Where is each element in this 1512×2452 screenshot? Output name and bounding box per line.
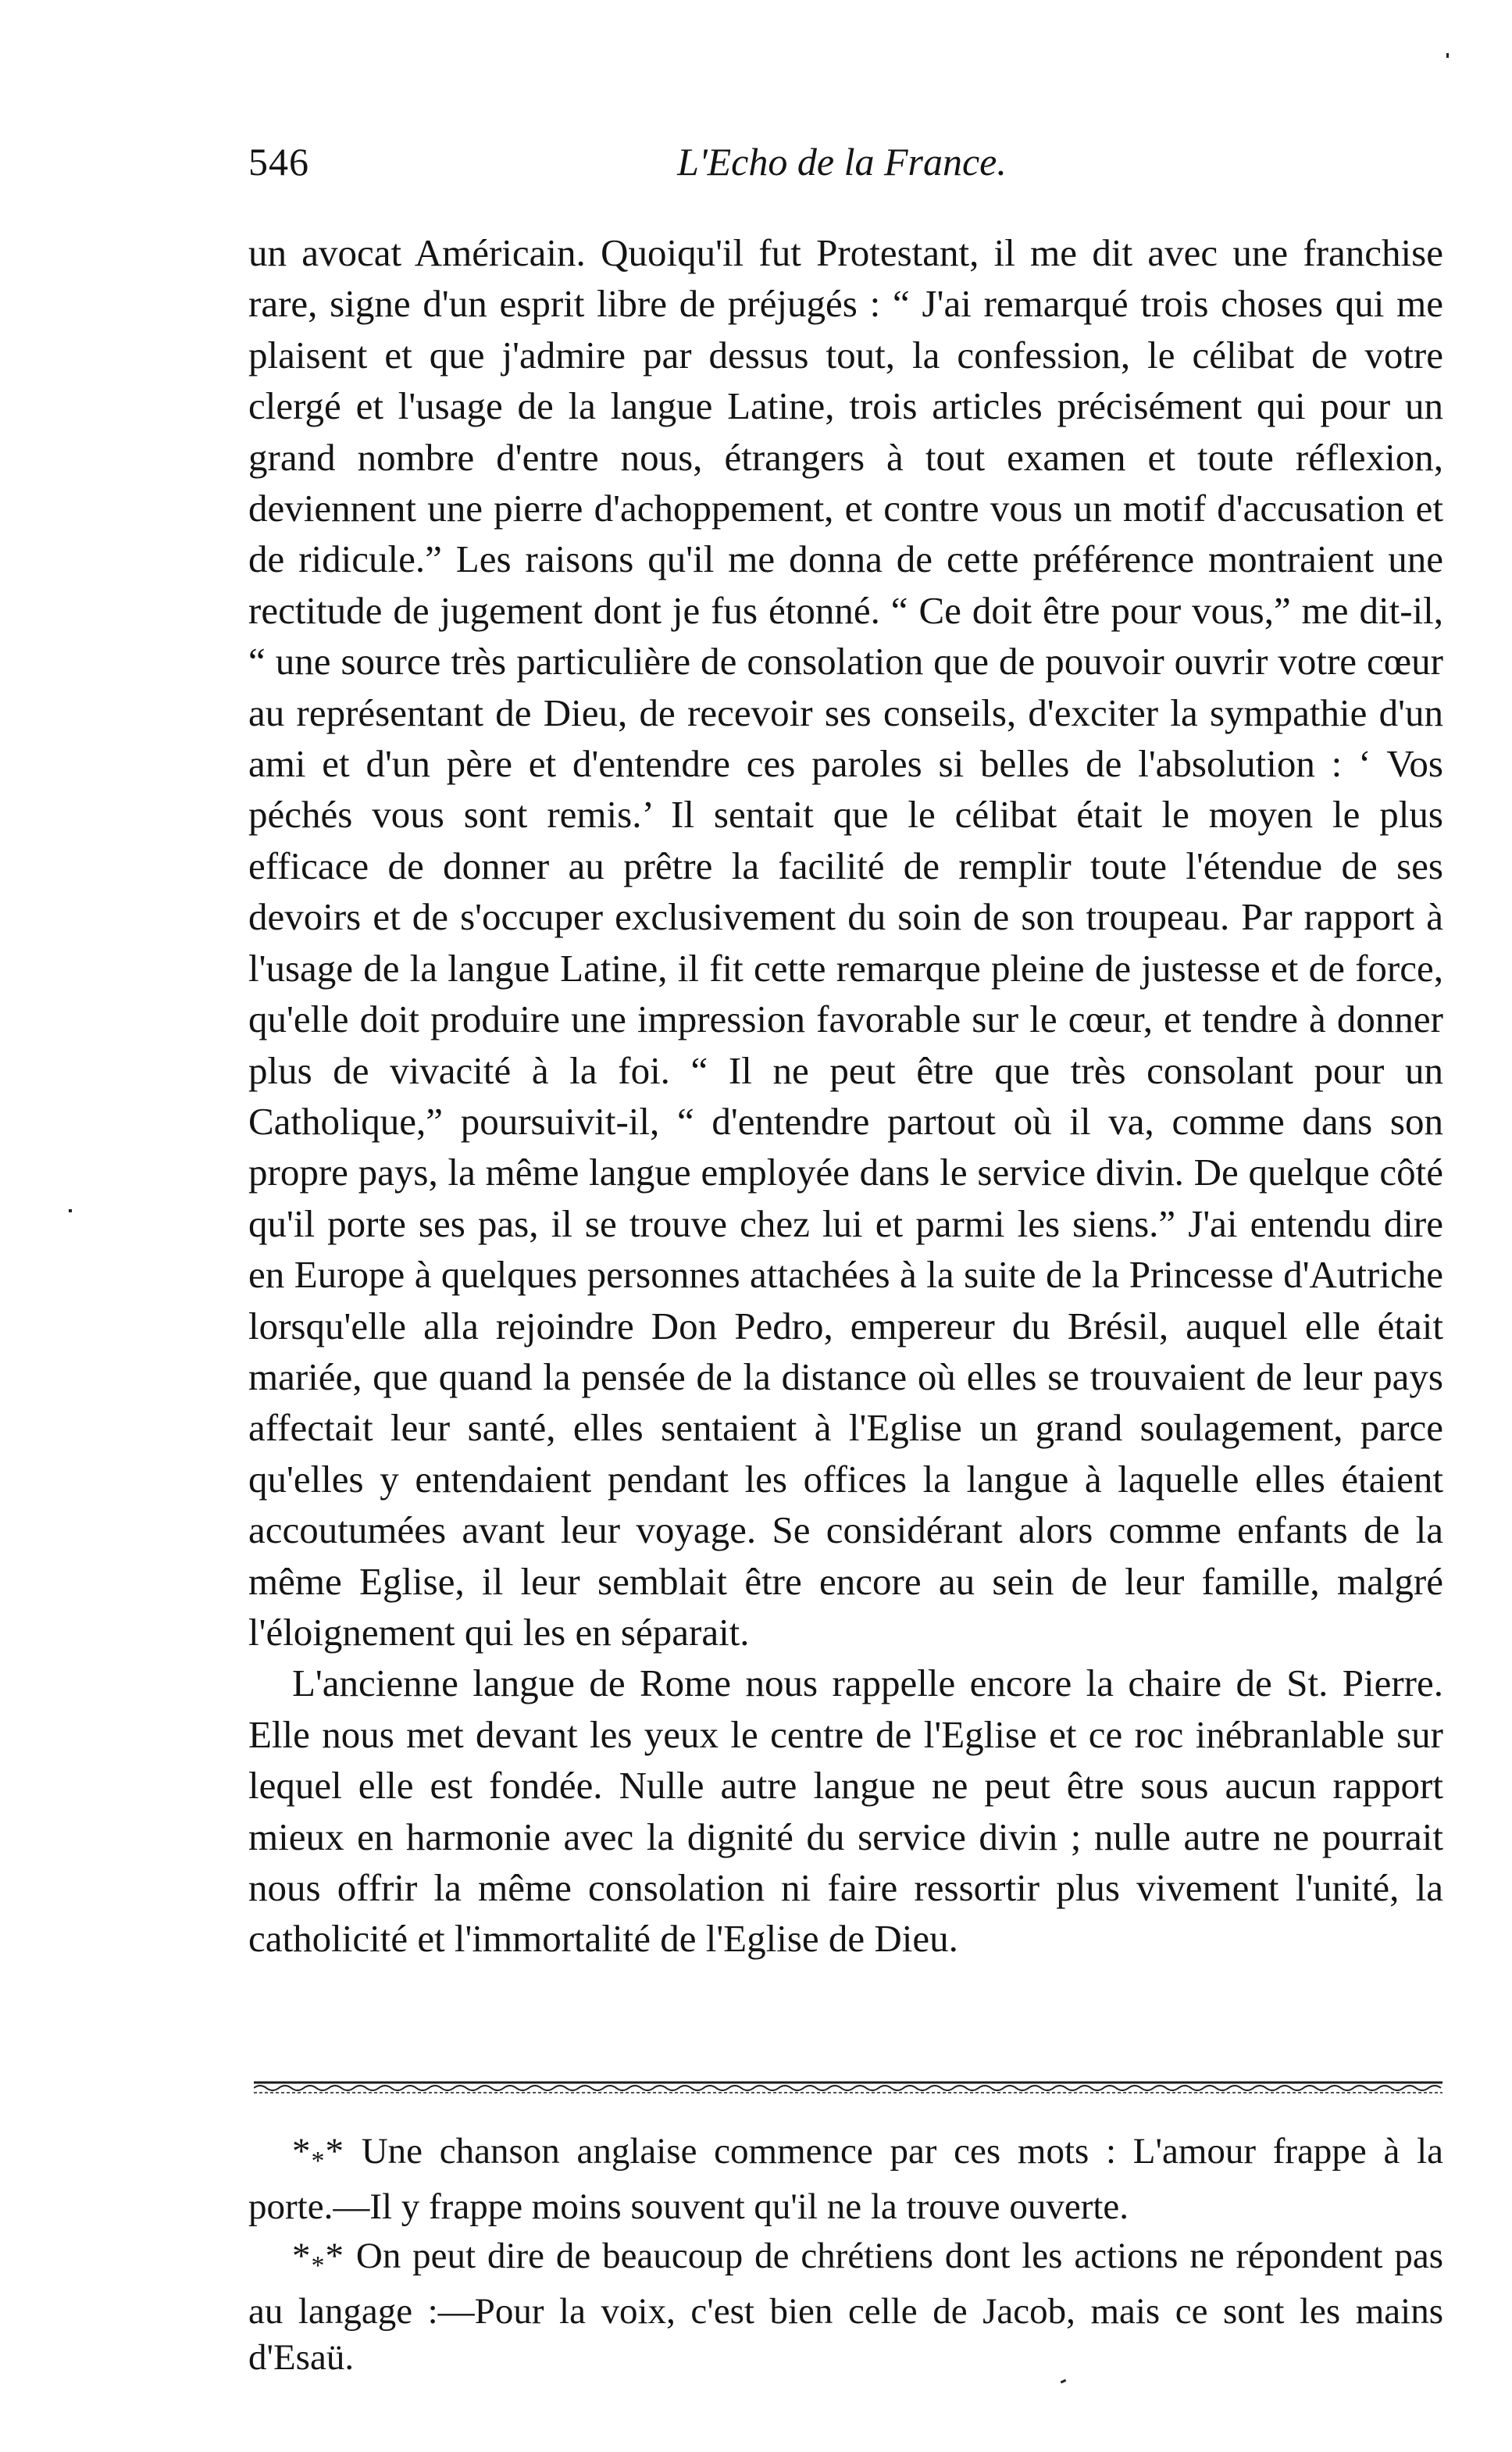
footnote [248, 2129, 1443, 2230]
paragraph: L'ancienne langue de Rome nous rappelle encore la chaire de St. Pierre. Elle nous met devant les yeux le centre de l'Eglise et ce roc inébranlable sur lequel elle est fondée. Nulle autre langue ne peut être sous aucun rapport mieux en harmonie avec la dignité du service divin ; nulle autre ne pourrait nous offrir la même consolation ni faire ressortir plus vivement l'unité, la catholicité et l'immortalité de l'Eglise de Dieu. [248, 1661, 1443, 1961]
ornamental-rule [254, 2078, 1442, 2095]
page-speck [69, 1209, 72, 1212]
page-header [248, 139, 1443, 194]
page-speck [1446, 53, 1449, 58]
page-number: 546 [248, 140, 309, 184]
paragraph: un avocat Américain. Quoiqu'il fut Protestant, il me dit avec une franchise rare, signe d'un esprit libre de préjugés : “ J'ai remarqué trois choses qui me plaisent et que j'admire par dessus tout, la confession, le célibat de votre clergé et l'usage de la langue Latine, trois articles précisément qui pour un grand nombre d'entre nous, étrangers à tout examen et toute réflexion, deviennent une pierre d'achoppement, et contre vous un motif d'accusation et de ridicule.” Les raisons qu'il me donna de cette préférence montraient une rectitude de jugement dont je fus étonné. “ Ce doit être pour vous,” me dit-il, “ une source très particulière de consolation que de pouvoir ouvrir votre cœur au représentant de Dieu, de recevoir ses conseils, d'exciter la sympathie d'un ami et d'un père et d'entendre ces paroles si belles de l'absolution : ‘ Vos péchés vous sont remis.’ Il sentait que le célibat était le moyen le plus efficace de donner au prêtre la facilité de remplir toute l'étendue de ses devoirs et de s'occuper exclusivement du soin de son troupeau. Par rapport à l'usage de la langue Latine, il fit cette remarque pleine de justesse et de force, qu'elle doit produire une impression favorable sur le cœur, et tendre à donner plus de vivacité à la foi. “ Il ne peut être que très consolant pour un Catholique,” poursuivit-il, “ d'entendre partout où il va, comme dans son propre pays, la même langue employée dans le service divin. De quelque côté qu'il porte ses pas, il se trouve chez lui et parmi les siens.” J'ai entendu dire en Europe à quelques personnes attachées à la suite de la Princesse d'Autriche lorsqu'elle alla rejoindre Don Pedro, empereur du Brésil, auquel elle était mariée, que quand la pensée de la distance où elles se trouvaient de leur pays affectait leur santé, elles sentaient à l'Eglise un grand soulagement, parce qu'elles y entendaient pendant les offices la langue à laquelle elles étaient accoutumées avant leur voyage. Se considérant alors comme enfants de la même Eglise, il leur semblait être encore au sein de leur famille, malgré l'éloignement qui les en séparait. [248, 231, 1443, 1654]
asterism-icon: $*_**$ [292, 2131, 344, 2175]
footnotes [248, 2129, 1443, 2384]
footnote-text: Une chanson anglaise commence par ces mots : L'amour frappe à la porte.—Il y frappe moins souvent qu'il ne la trouve ouverte. [248, 2131, 1444, 2227]
footnote-text: On peut dire de beaucoup de chrétiens dont les actions ne répondent pas au langage :—Pour la voix, c'est bien celle de Jacob, mais ce sont les mains d'Esaü. [248, 2236, 1444, 2378]
running-title: L'Echo de la France. [677, 140, 1007, 184]
body-text [248, 227, 1443, 1965]
asterism-icon: $*_**$ [292, 2236, 344, 2280]
footnote [248, 2233, 1443, 2381]
